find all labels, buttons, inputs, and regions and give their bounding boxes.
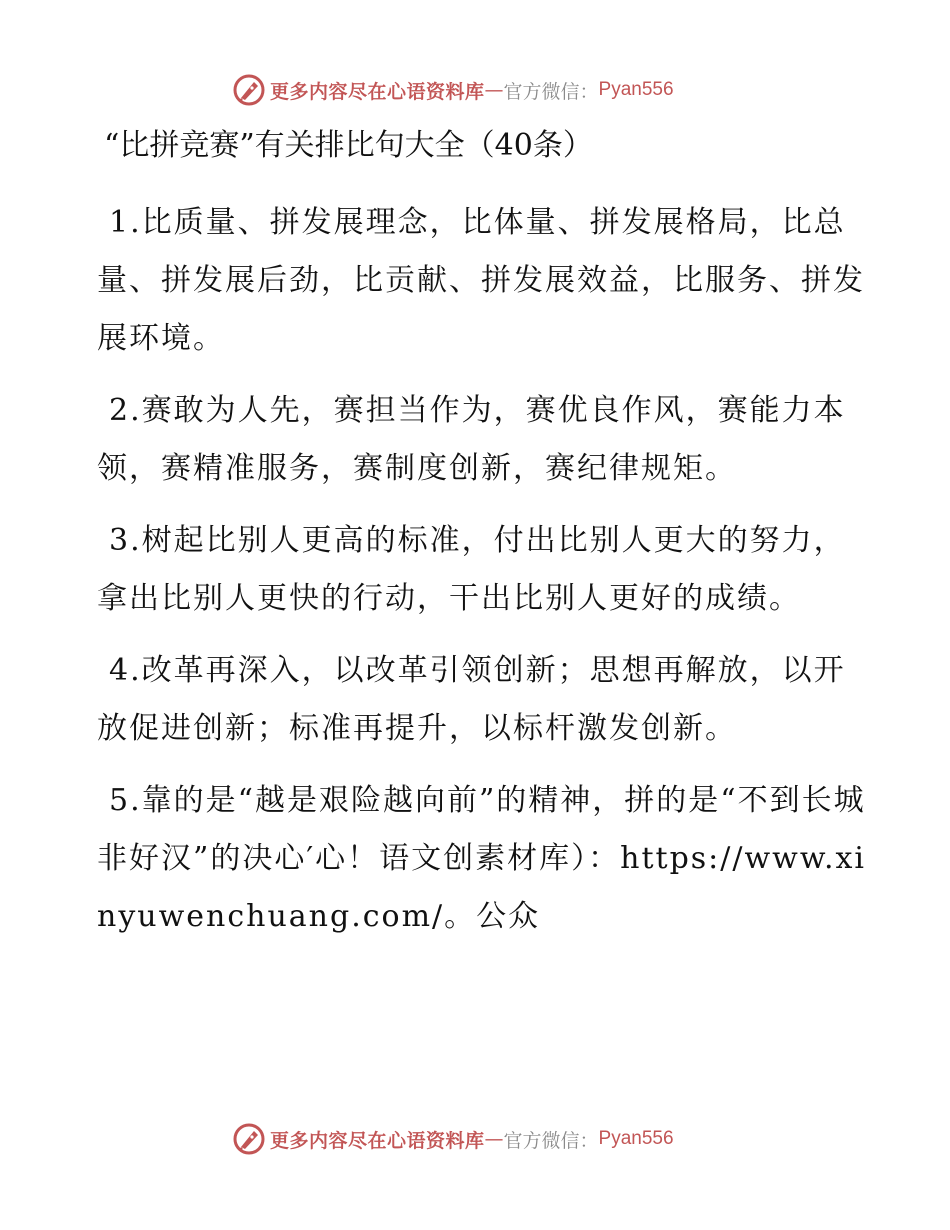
paragraph-1: 1.比质量、拼发展理念，比体量、拼发展格局，比总量、拼发展后劲，比贡献、拼发展效益，比服务、拼发展环境。: [97, 205, 865, 356]
header-official-label: 官方微信：: [503, 80, 599, 103]
footer-dash: —: [484, 1128, 504, 1150]
footer-official-label: 官方微信：: [503, 1129, 599, 1152]
header-dash: —: [484, 79, 504, 101]
document-body: [97, 194, 867, 960]
header-wechat-id: Pyan556: [598, 79, 674, 100]
header-banner[interactable]: [232, 72, 674, 108]
document-title: “比拼竞赛”有关排比句大全（40条）: [104, 128, 593, 163]
header-site-text: 更多内容尽在心语资料库: [270, 80, 485, 103]
paragraph-3: 3.树起比别人更高的标准，付出比别人更大的努力，拿出比别人更快的行动，干出比别人更好的成绩。: [97, 523, 846, 616]
footer-wechat-id: Pyan556: [598, 1128, 674, 1149]
paragraph-2: 2.赛敢为人先，赛担当作为，赛优良作风，赛能力本领，赛精准服务，赛制度创新，赛纪律规矩。: [97, 393, 846, 486]
paragraph-4: 4.改革再深入，以改革引领创新；思想再解放，以开放促进创新；标准再提升，以标杆激发创新。: [97, 653, 846, 746]
pen-nib-logo-icon: [232, 73, 266, 107]
footer-site-text: 更多内容尽在心语资料库: [270, 1129, 485, 1152]
pen-nib-logo-icon: [232, 1122, 266, 1156]
footer-banner[interactable]: [232, 1121, 674, 1157]
paragraph-5: 5.靠的是“越是艰险越向前”的精神，拼的是“不到长城非好汉”的决心′心！语文创素材库）：https://www.xinyuwenchuang.com/。公众: [97, 783, 867, 934]
